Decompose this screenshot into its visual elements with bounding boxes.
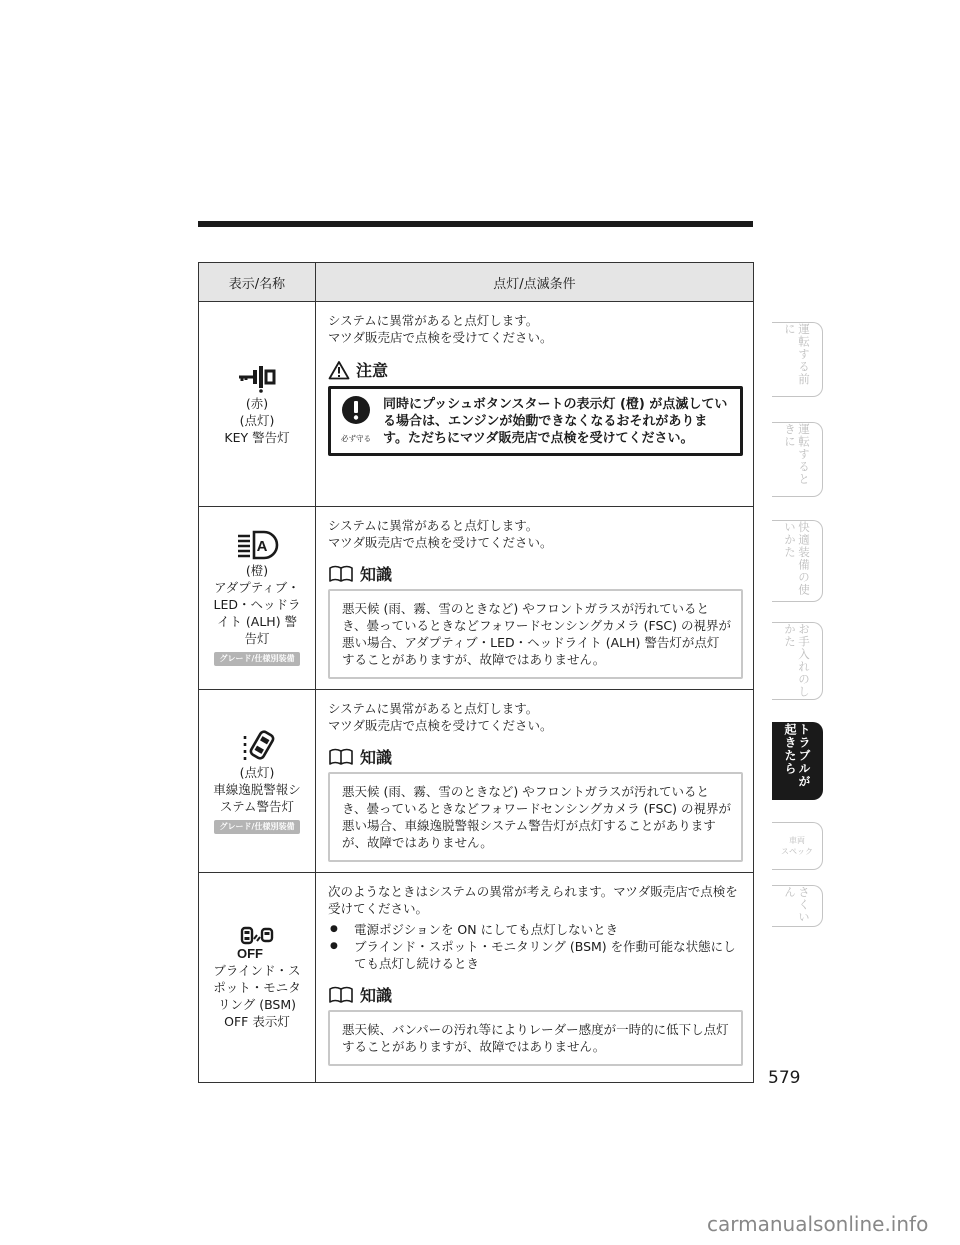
warning-light-table (198, 262, 754, 1083)
open-book-icon (328, 748, 354, 766)
indicator-cell (199, 507, 316, 690)
tab-maintenance[interactable]: お手入れのしかた (772, 622, 823, 700)
adaptive-headlight-icon (232, 530, 282, 560)
top-rule (198, 221, 753, 227)
tab-comfort-equipment[interactable]: 快適装備の使いかた (772, 520, 823, 602)
knowledge-title: 知識 (360, 747, 393, 767)
tab-while-driving[interactable]: 運転するときに (772, 422, 823, 497)
table-row (199, 873, 754, 1083)
knowledge-title: 知識 (360, 564, 393, 584)
indicator-color: (橙) (245, 563, 269, 578)
caution-heading (328, 360, 745, 380)
indicator-name: ブラインド・ス (213, 962, 301, 978)
exclamation-circle-icon (341, 395, 371, 425)
knowledge-heading (328, 565, 745, 583)
list-item: ● ブラインド・スポット・モニタリング (BSM) を作動可能な状態にしても点灯し続けるとき (328, 938, 745, 972)
condition-cell (316, 302, 754, 507)
condition-text: 次のようなときはシステムの異常が考えられます。マツダ販売店で点検を受けてください。 (328, 884, 738, 916)
caution-text: 同時にプッシュボタンスタートの表示灯 (橙) が点滅している場合は、エンジンが始動できなくなるおそれがあります。ただちにマツダ販売店で点検を受けてください。 (383, 396, 728, 446)
condition-cell (316, 690, 754, 873)
caution-box (328, 386, 743, 456)
indicator-cell (199, 690, 316, 873)
open-book-icon (328, 986, 354, 1004)
indicator-name: 車線逸脱警報シ (213, 782, 301, 797)
table-row (199, 690, 754, 873)
condition-cell (316, 507, 754, 690)
caution-title: 注意 (356, 360, 389, 380)
condition-text: マツダ販売店で点検を受けてください。 (328, 330, 553, 345)
header-indicator-name: 表示/名称 (199, 263, 316, 302)
indicator-name: ステム警告灯 (219, 799, 295, 814)
lane-departure-icon (237, 728, 277, 762)
table-row (199, 507, 754, 690)
indicator-state: (点灯) (239, 765, 275, 780)
indicator-name: イト (ALH) 警 (216, 614, 298, 629)
grade-badge: グレード/仕様別装備 (214, 652, 301, 666)
condition-text: システムに異常があると点灯します。 (328, 518, 539, 533)
knowledge-box: 悪天候 (雨、霧、雪のときなど) やフロントガラスが汚れているとき、曇っているときなどフォワードセンシングカメラ (FSC) の視界が悪い場合、アダプティブ・LED・ヘッドライト (ALH) 警告灯が点灯することがありますが、故障ではありません。 (328, 589, 743, 679)
indicator-name: 告灯 (244, 631, 270, 646)
knowledge-box: 悪天候 (雨、霧、雪のときなど) やフロントガラスが汚れているとき、曇っているときなどフォワードセンシングカメラ (FSC) の視界が悪い場合、車線逸脱警報システム警告灯が点灯することがありますが、故障ではありません。 (328, 772, 743, 862)
key-warning-icon (236, 363, 278, 393)
indicator-cell (199, 873, 316, 1083)
list-item: ● 電源ポジションを ON にしても点灯しないとき (328, 921, 745, 938)
indicator-name: LED・ヘッドラ (213, 597, 301, 612)
condition-text: システムに異常があると点灯します。 (328, 701, 539, 716)
indicator-state: (点灯) (239, 412, 275, 428)
condition-list (328, 921, 745, 972)
tab-troubleshooting[interactable]: トラブルが起きたら (772, 722, 823, 800)
grade-badge: グレード/仕様別装備 (214, 820, 301, 834)
knowledge-heading (328, 748, 745, 766)
table-row (199, 302, 754, 507)
must-follow-label: 必ず守る (341, 434, 371, 443)
off-label: OFF (237, 945, 263, 960)
indicator-name: OFF 表示灯 (224, 1013, 290, 1029)
indicator-color: (赤) (245, 395, 269, 411)
condition-cell (316, 873, 754, 1083)
knowledge-heading (328, 986, 745, 1004)
indicator-name: リング (BSM) (217, 996, 297, 1012)
knowledge-box: 悪天候、バンパーの汚れ等によりレーダー感度が一時的に低下し点灯することがありますが、故障ではありません。 (328, 1010, 743, 1066)
tab-index[interactable]: さくいん (772, 885, 823, 927)
bsm-off-icon (234, 926, 280, 960)
condition-text: システムに異常があると点灯します。 (328, 313, 539, 328)
tab-before-driving[interactable]: 運転する前に (772, 322, 823, 397)
condition-text: マツダ販売店で点検を受けてください。 (328, 535, 553, 550)
indicator-cell (199, 302, 316, 507)
page-number: 579 (768, 1068, 801, 1088)
knowledge-title: 知識 (360, 985, 393, 1005)
condition-text: マツダ販売店で点検を受けてください。 (328, 718, 553, 733)
tab-vehicle-specs[interactable]: 車両 スペック (772, 822, 823, 870)
indicator-name: アダプティブ・ (214, 580, 300, 595)
must-follow-mark (337, 395, 375, 447)
svg-text:A: A (256, 538, 268, 555)
indicator-name: KEY 警告灯 (224, 429, 290, 445)
header-condition: 点灯/点滅条件 (316, 263, 754, 302)
indicator-name: ポット・モニタ (213, 979, 301, 995)
warning-triangle-icon (328, 360, 350, 380)
open-book-icon (328, 565, 354, 583)
watermark: carmanualsonline.info (707, 1212, 929, 1236)
